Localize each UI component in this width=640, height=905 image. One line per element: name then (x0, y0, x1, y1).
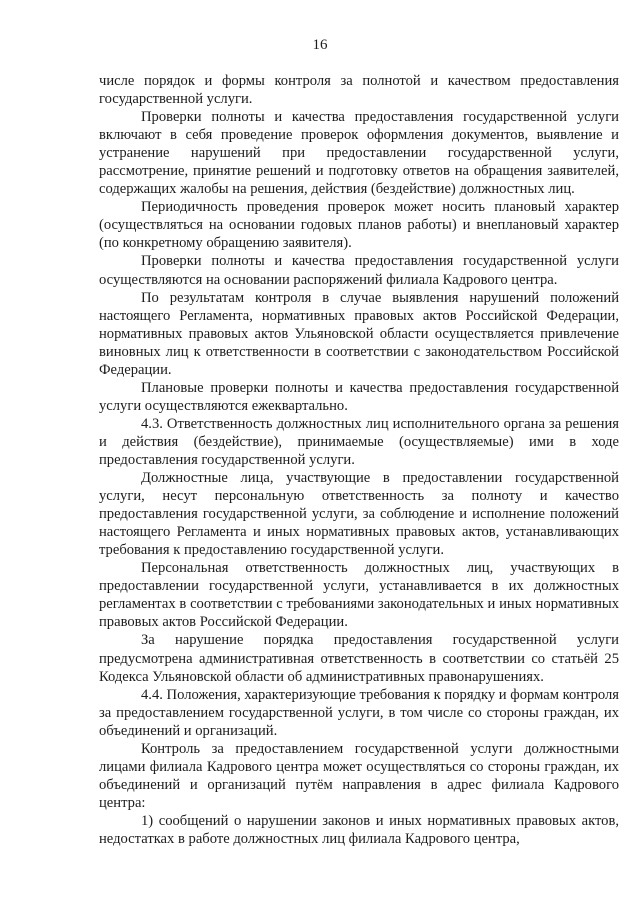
section-heading-4-3: 4.3. Ответственность должностных лиц исполнительного органа за решения и действия (бездействие), принимаемые (осуществляемые) ими в ходе предоставления государственной услуги. (99, 415, 619, 468)
paragraph-control-results: По результатам контроля в случае выявления нарушений положений настоящего Регламента, нормативных правовых актов Российской Федерации, нормативных правовых актов Ульяновской области осуществляется привлечение виновных лиц к ответственности в соответствии с законодательством Российской Федерации. (99, 289, 619, 378)
section-heading-4-4: 4.4. Положения, характеризующие требования к порядку и формам контроля за предоставлением государственной услуги, в том числе со стороны граждан, их объединений и организаций. (99, 686, 619, 739)
paragraph-citizen-control: Контроль за предоставлением государственной услуги должностными лицами филиала Кадрового центра может осуществляться со стороны граждан, их объединений и организаций путём направления в адрес филиала Кадрового центра: (99, 740, 619, 811)
paragraph-personal-responsibility: Персональная ответственность должностных лиц, участвующих в предоставлении государственной услуги, устанавливается в их должностных регламентах в соответствии с требованиями законодательных и иных нормативных правовых актов Российской Федерации. (99, 560, 619, 631)
paragraph-checks-basis: Проверки полноты и качества предоставления государственной услуги осуществляются на основании распоряжений филиала Кадрового центра. (99, 253, 619, 288)
paragraph-planned-checks: Плановые проверки полноты и качества предоставления государственной услуги осуществляются ежеквартально. (99, 379, 619, 414)
page-number: 16 (312, 37, 328, 53)
document-body (99, 72, 619, 848)
list-item-1: 1) сообщений о нарушении законов и иных нормативных правовых актов, недостатках в работе должностных лиц филиала Кадрового центра, (99, 812, 619, 847)
paragraph-officials-responsibility: Должностные лица, участвующие в предоставлении государственной услуги, несут персональную ответственность за полноту и качество предоставления государственной услуги, за соблюдение и исполнение положений настоящего Регламента и иных нормативных правовых актов, устанавливающих требования к предоставлению государственной услуги. (99, 470, 619, 559)
paragraph-check-periodicity: Периодичность проведения проверок может носить плановый характер (осуществляться на основании годовых планов работы) и внеплановый характер (по конкретному обращению заявителя). (99, 199, 619, 252)
paragraph-administrative-liability: За нарушение порядка предоставления государственной услуги предусмотрена административная ответственность в соответствии со статьёй 25 Кодекса Ульяновской области об административных правонарушениях. (99, 632, 619, 685)
paragraph-checks-include: Проверки полноты и качества предоставления государственной услуги включают в себя проведение проверок оформления документов, выявление и устранение нарушений при предоставлении государственной услуги, рассмотрение, принятие решений и подготовку ответов на обращения заявителей, содержащих жалобы на решения, действия (бездействие) должностных лиц. (99, 109, 619, 198)
paragraph-continuation: числе порядок и формы контроля за полнотой и качеством предоставления государственной услуги. (99, 73, 619, 108)
